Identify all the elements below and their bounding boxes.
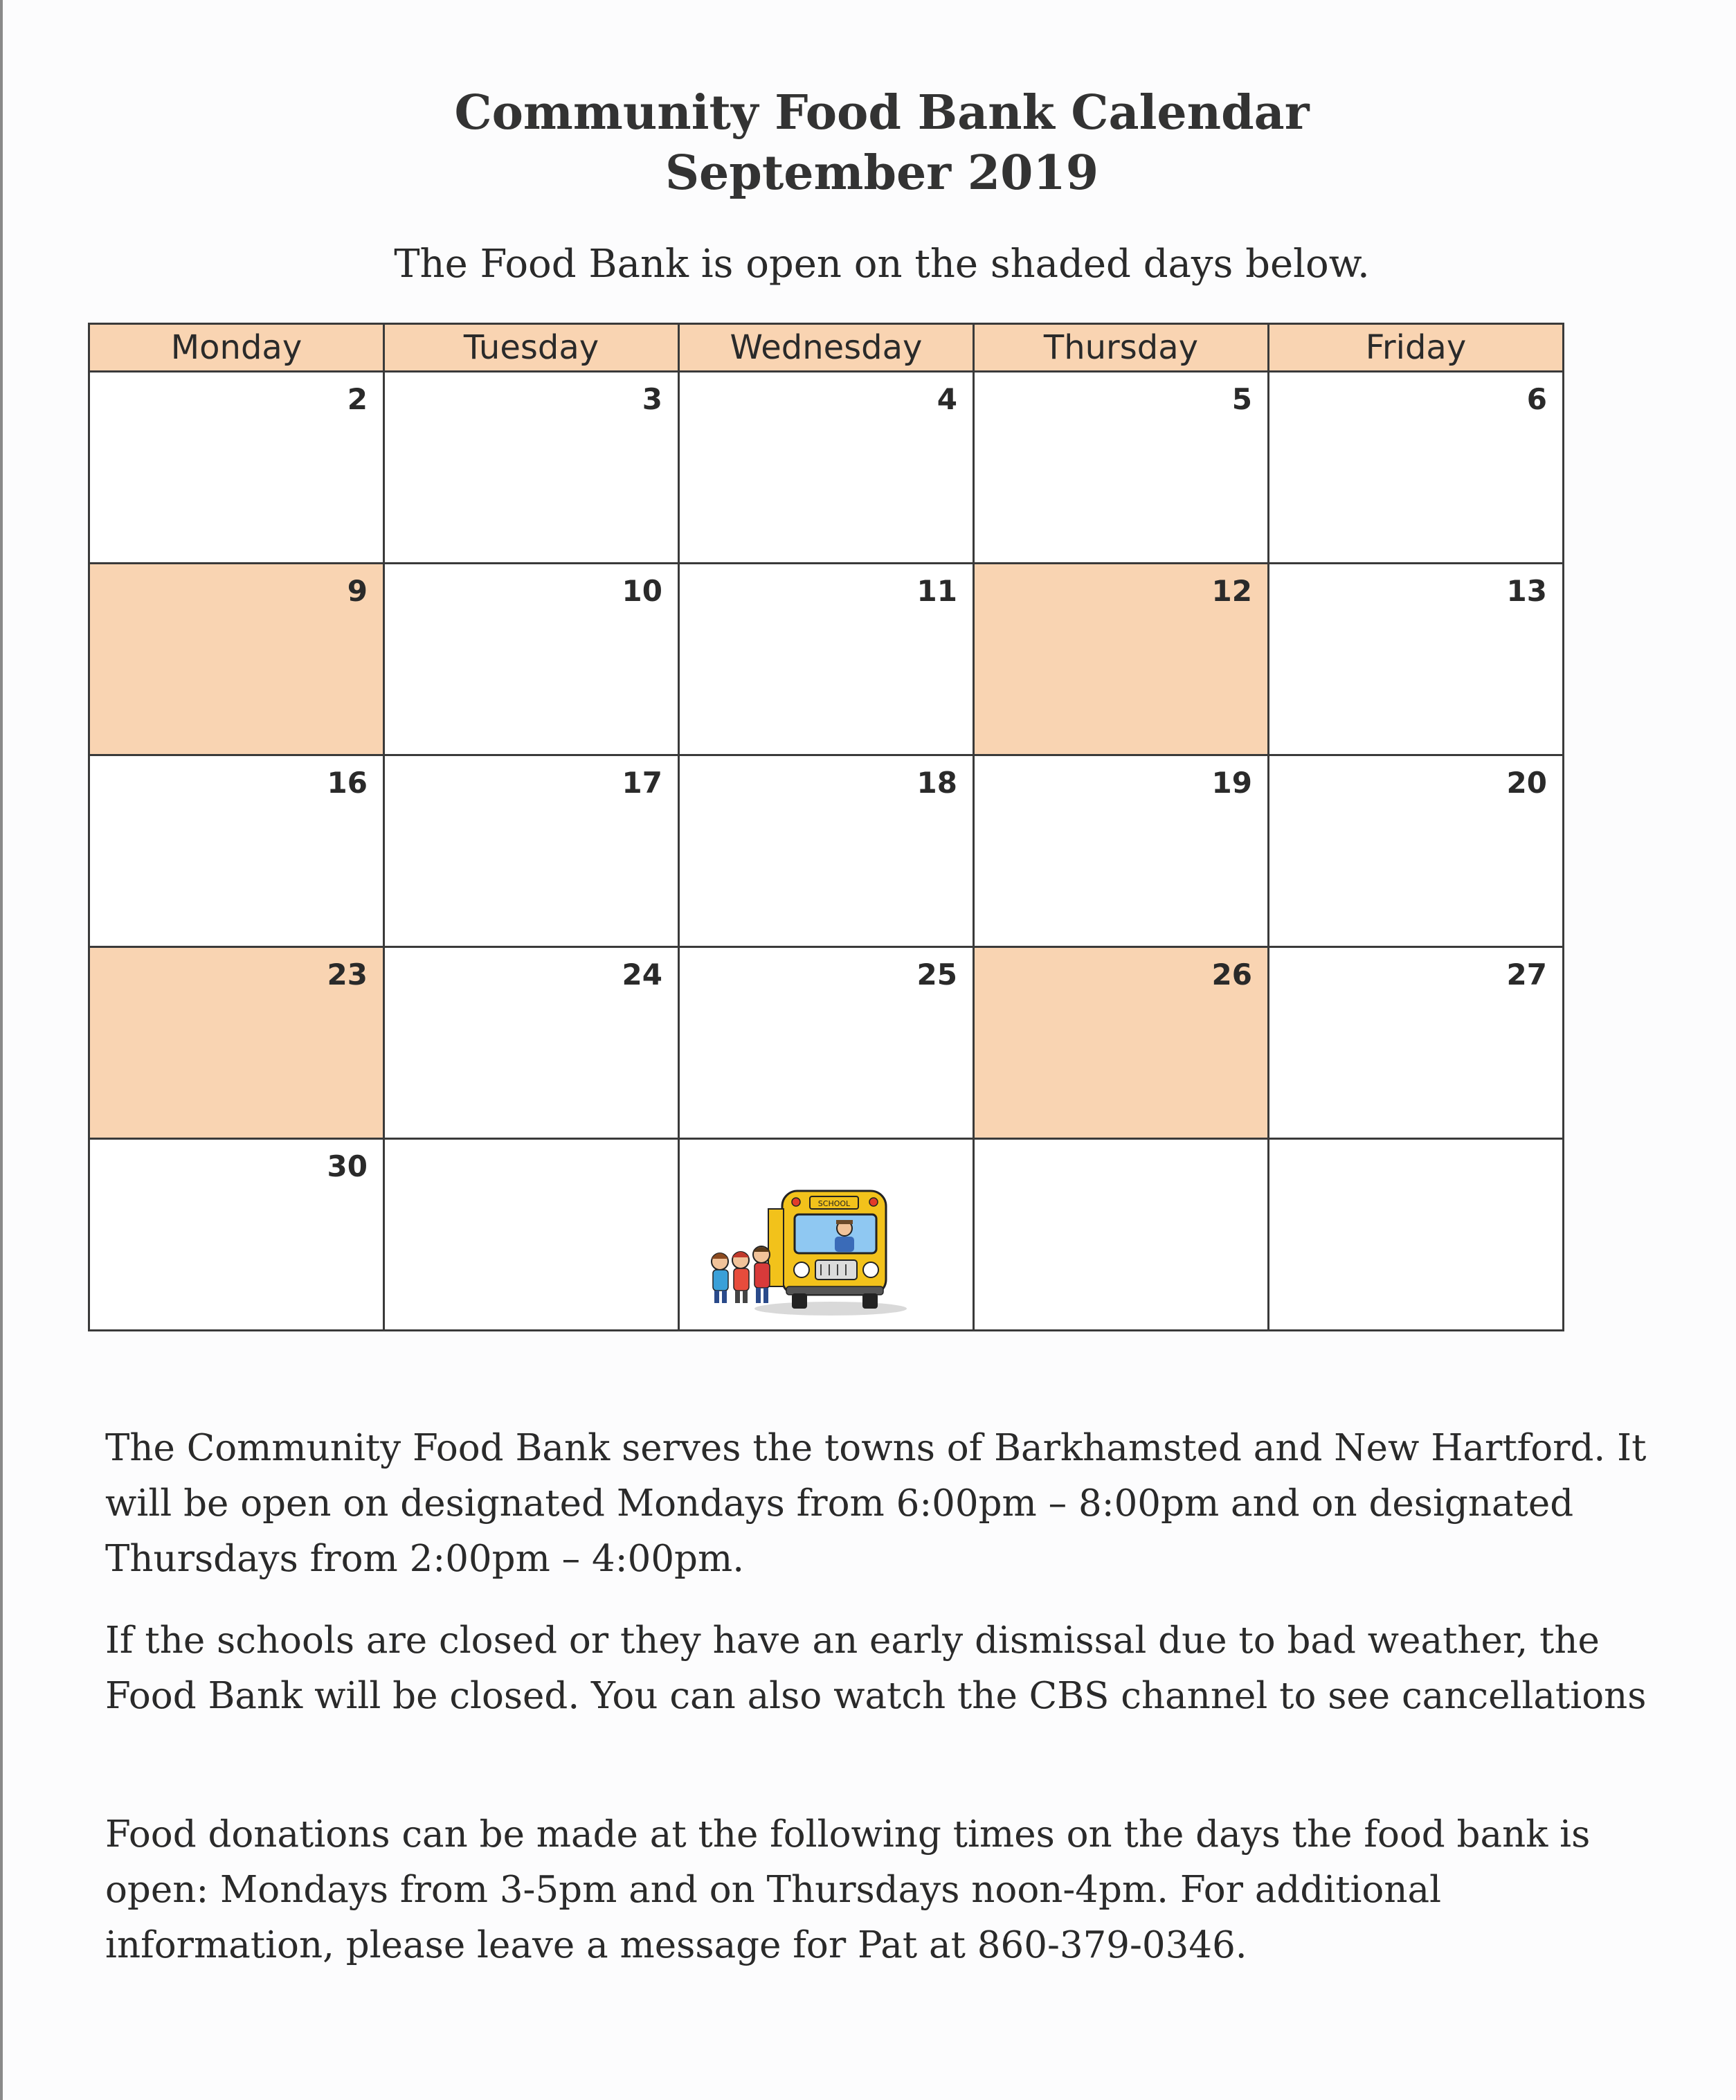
calendar-day-cell: [974, 372, 1269, 564]
weekday-header-row: [89, 324, 1564, 372]
bus-sign-text: SCHOOL: [817, 1199, 851, 1208]
calendar-week-row: [89, 947, 1564, 1139]
calendar-day-cell: [384, 564, 679, 755]
weekday-header-monday: Monday: [89, 324, 384, 372]
calendar-day-cell: [974, 755, 1269, 947]
day-number: 9: [347, 574, 368, 608]
day-number: 19: [1211, 766, 1252, 800]
calendar-day-cell: [1269, 372, 1564, 564]
calendar-day-cell: [384, 1139, 679, 1331]
day-number: 4: [937, 382, 957, 416]
day-number: 30: [327, 1149, 368, 1183]
calendar-day-cell: [384, 947, 679, 1139]
day-number: [975, 1140, 1267, 1149]
calendar-day-cell: [89, 372, 384, 564]
calendar-day-cell: [89, 1139, 384, 1331]
day-number: 12: [1211, 574, 1252, 608]
calendar-day-cell: [89, 947, 384, 1139]
day-number: 6: [1526, 382, 1547, 416]
day-number: 24: [622, 958, 662, 991]
weekday-header-tuesday: Tuesday: [384, 324, 679, 372]
weather-closure-paragraph: If the schools are closed or they have an early dismissal due to bad weather, the Food Bank will be closed. You can also watch the CBS channel to see cancellations: [105, 1619, 1647, 1717]
day-number: [385, 1140, 678, 1149]
day-number: 11: [916, 574, 957, 608]
calendar-day-cell: [1269, 1139, 1564, 1331]
calendar-day-cell: [679, 947, 974, 1139]
calendar-day-cell: [89, 755, 384, 947]
day-number: 17: [622, 766, 662, 800]
school-bus-icon: [699, 1163, 907, 1327]
day-number: [680, 1140, 973, 1149]
calendar-week-row: [89, 372, 1564, 564]
weekday-header-wednesday: Wednesday: [679, 324, 974, 372]
page-title-month: September 2019: [664, 145, 1099, 201]
day-number: [1269, 1140, 1562, 1149]
day-number: 16: [327, 766, 368, 800]
calendar-week-row: [89, 1139, 1564, 1331]
calendar-day-cell: [1269, 564, 1564, 755]
calendar-day-cell: [679, 372, 974, 564]
weekday-header-friday: Friday: [1269, 324, 1564, 372]
day-number: 13: [1506, 574, 1547, 608]
day-number: 23: [327, 958, 368, 991]
day-number: 27: [1506, 958, 1547, 991]
calendar-day-cell: [1269, 947, 1564, 1139]
calendar-day-cell: [679, 1139, 974, 1331]
day-number: 3: [642, 382, 662, 416]
calendar-week-row: [89, 755, 1564, 947]
calendar-day-cell: [384, 372, 679, 564]
day-number: 26: [1211, 958, 1252, 991]
day-number: 25: [916, 958, 957, 991]
calendar-grid: [88, 323, 1564, 1331]
calendar-week-row: [89, 564, 1564, 755]
page-title: Community Food Bank Calendar: [454, 85, 1310, 141]
calendar-day-cell: [1269, 755, 1564, 947]
day-number: 18: [916, 766, 957, 800]
page-subtitle: The Food Bank is open on the shaded days below.: [394, 242, 1370, 287]
calendar-day-cell: [89, 564, 384, 755]
calendar-day-cell: [384, 755, 679, 947]
calendar-day-cell: [679, 564, 974, 755]
calendar-day-cell: [974, 1139, 1269, 1331]
page-edge: [0, 0, 3, 2100]
day-number: 10: [622, 574, 662, 608]
donations-paragraph: Food donations can be made at the following times on the days the food bank is open: Mondays from 3-5pm and on Thursdays noon-4pm. For additional information, please leave a message for Pat at 860-379-0346.: [105, 1813, 1591, 1966]
weekday-header-thursday: Thursday: [974, 324, 1269, 372]
calendar-day-cell: [974, 947, 1269, 1139]
day-number: 20: [1506, 766, 1547, 800]
day-number: 5: [1231, 382, 1252, 416]
service-info-paragraph: The Community Food Bank serves the towns of Barkhamsted and New Hartford. It will be open on designated Mondays from 6:00pm – 8:00pm and on designated Thursdays from 2:00pm – 4:00pm.: [105, 1427, 1647, 1580]
day-number: 2: [347, 382, 368, 416]
calendar-day-cell: [974, 564, 1269, 755]
calendar-day-cell: [679, 755, 974, 947]
